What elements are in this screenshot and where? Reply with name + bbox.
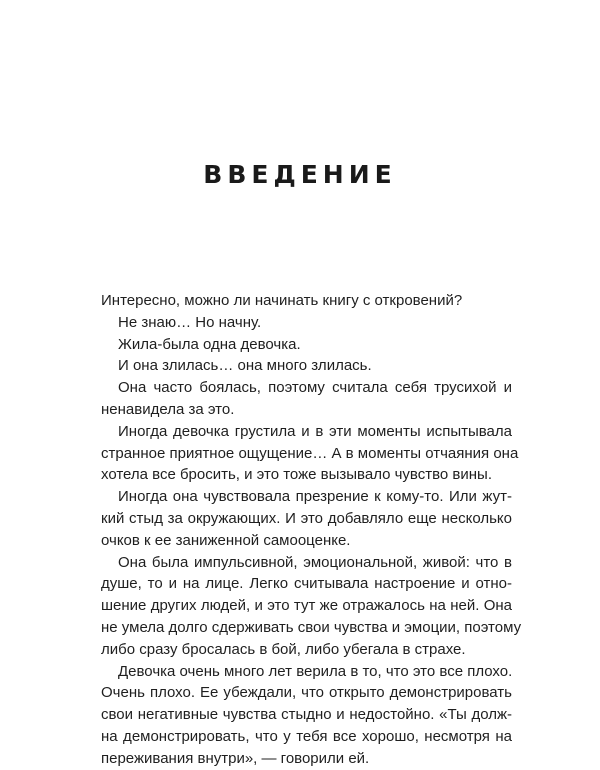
paragraph [101,421,519,486]
text-line: И она злилась… она много злилась. [118,357,372,375]
paragraph [101,290,512,312]
text-line: либо сразу бросалась в бой, либо убегала в страхе. [101,640,466,658]
text-line: Очень плохо. Ее убеждали, что открыто демонстрировать [101,684,512,702]
text-line: странное приятное ощущение… А в моменты отчаяния она [101,444,519,462]
text-line: Иногда она чувствовала презрение к кому-то. Или жут- [118,488,512,506]
text-line: Жила-была одна девочка. [118,335,301,353]
text-line: Девочка очень много лет верила в то, что это все плохо. [118,662,513,680]
chapter-title: ВВЕДЕНИЕ [203,160,397,189]
paragraph [101,312,512,334]
text-line: очков к ее заниженной самооценке. [101,531,351,549]
text-line: Не знаю… Но начну. [118,313,262,331]
paragraph [101,377,512,421]
text-line: Она часто боялась, поэтому считала себя трусихой и [118,379,512,397]
body-text [101,290,522,770]
text-line: кий стыд за окружающих. И это добавляло еще несколько [101,509,512,527]
paragraph [101,486,512,551]
paragraph [101,355,512,377]
text-line: на демонстрировать, что у тебя все хорошо, несмотря на [101,727,512,745]
text-line: не умела долго сдерживать свои чувства и эмоции, поэтому [101,618,522,636]
text-line: Интересно, можно ли начинать книгу с откровений? [101,292,463,309]
paragraph [101,334,512,356]
text-line: хотела все бросить, и это тоже вызывало чувство вины. [101,466,492,484]
text-line: душе, то и на лице. Легко считывала настроение и отно- [101,575,512,593]
text-line: Иногда девочка грустила и в эти моменты испытывала [118,422,512,440]
paragraph [101,552,522,661]
text-line: свои негативные чувства стыдно и недостойно. «Ты долж- [101,706,512,724]
text-line: переживания внутри», — говорили ей. [101,749,370,767]
paragraph [101,661,512,770]
text-line: шение других людей, и это тут же отражалось на ней. Она [101,597,512,615]
text-line: ненавидела за это. [101,400,235,418]
text-line: Она была импульсивной, эмоциональной, живой: что в [118,553,512,571]
